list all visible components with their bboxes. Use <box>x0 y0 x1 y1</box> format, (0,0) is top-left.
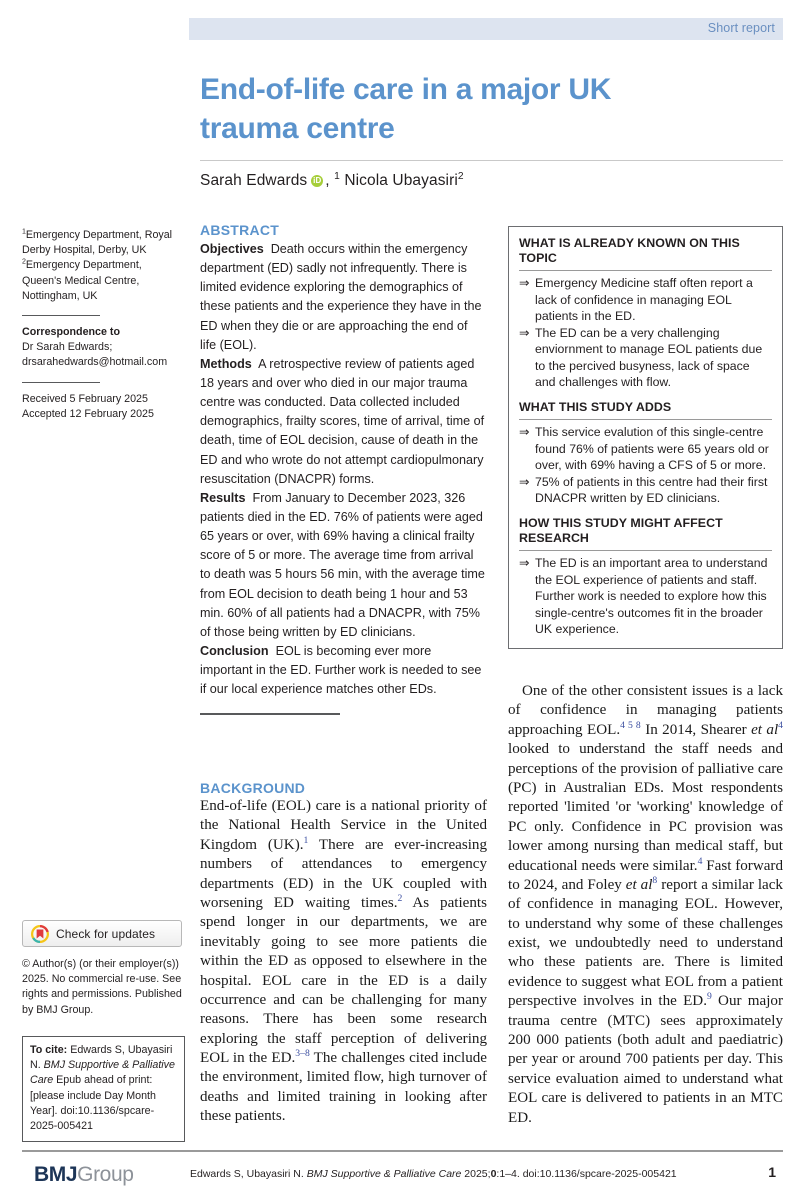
key-points-list-3 <box>519 555 772 638</box>
abstract-conclusion <box>200 642 487 699</box>
footer-citation <box>190 1168 677 1180</box>
bg-text-d: The challenges cited include the environment, limited flow, high turnover of deaths and limited training in looking after these patients. <box>200 1050 487 1125</box>
affiliation-2 <box>22 258 182 304</box>
double-arrow-icon: ⇒ <box>519 425 530 440</box>
key-points-title-3: HOW THIS STUDY MIGHT AFFECT RESEARCH <box>519 515 723 545</box>
section-label: Short report <box>707 21 775 35</box>
key-point-text: Emergency Medicine staff often report a lack of confidence in managing EOL patients in the ED. <box>535 276 753 324</box>
author-affil-marker-1: 1 <box>334 170 340 182</box>
key-point-text: This service evalution of this single-centre found 76% of patients were 65 years old or over, with 69% having a CFS of 5 or more. <box>535 425 769 473</box>
bmj-group-logo <box>34 1163 134 1187</box>
et-al-2: et al <box>625 876 653 893</box>
abstract-methods-label: Methods <box>200 356 252 371</box>
to-cite-label: To cite: <box>30 1044 68 1056</box>
correspondence-heading: Correspondence to <box>22 325 120 338</box>
list-item <box>519 474 772 507</box>
correspondence-email[interactable]: drsarahedwards@hotmail.com <box>22 356 168 369</box>
footer-citation-journal: BMJ Supportive & Palliative Care <box>306 1168 462 1180</box>
abstract-body <box>200 240 487 699</box>
double-arrow-icon: ⇒ <box>519 474 530 489</box>
author-separator: , <box>325 172 335 189</box>
list-item <box>519 325 772 391</box>
footer-divider <box>22 1150 783 1152</box>
abstract-methods-text: A retrospective review of patients aged 18 years and over who died in our major trauma centre was conducted. Data collected included demographics, frailty scores, time of arrival, time of death, time of EOL decision, cause of death in the ED and who wrote do not attempt cardiopulmonary resuscitation (DNACPR) forms. <box>200 356 485 486</box>
body-paragraph <box>508 682 783 1128</box>
copyright-notice: © Author(s) (or their employer(s)) 2025. No commercial re-use. See rights and permissions. Published by BMJ Group. <box>22 958 182 1016</box>
footer-citation-authors: Edwards S, Ubayasiri N. <box>190 1168 307 1180</box>
author-divider <box>200 160 783 161</box>
key-points-rule-3 <box>519 550 772 551</box>
bg-text-c: As patients spend longer in our departments, we are inevitably going to see more patients die within the ED as opposed to elsewhere in the hospital. EOL care in the ED is a daily occurrence and can be challenging for many reasons. There has been some research exploring the staff perception of delivering EOL in the ED. <box>200 894 487 1067</box>
accepted-date: Accepted 12 February 2025 <box>22 407 154 420</box>
footer-citation-year: 2025; <box>461 1168 491 1180</box>
footer-citation-doi: :1–4. doi:10.1136/spcare-2025-005421 <box>496 1168 677 1180</box>
received-date: Received 5 February 2025 <box>22 392 148 405</box>
correspondence-name: Dr Sarah Edwards; <box>22 341 113 354</box>
key-points-title-2: WHAT THIS STUDY ADDS <box>519 399 672 414</box>
page-number: 1 <box>768 1164 776 1180</box>
key-points-rule-2 <box>519 419 772 420</box>
to-cite-box <box>22 1036 185 1142</box>
abstract-results-text: From January to December 2023, 326 patients died in the ED. 76% of patients were aged 65 years or over, with 69% having a clinical frailty score of 5 or more. The average time from arrival to death was 5 hours 56 min, with the average time from EOL decision to death being 1 hour and 53 min. 60% of all patients had a DNACPR, with 75% of those being written by ED clinicians. <box>200 490 485 639</box>
key-point-text: The ED is an important area to understand the EOL experience of patients and staff. Further work is needed to explore how this single-centre's outcomes fit in the broader UK experience. <box>535 556 768 637</box>
crossmark-icon <box>31 925 49 943</box>
list-item <box>519 424 772 474</box>
double-arrow-icon: ⇒ <box>519 276 530 291</box>
reference-9[interactable]: 9 <box>706 991 712 1003</box>
check-for-updates-label: Check for updates <box>56 926 156 941</box>
key-point-text: 75% of patients in this centre had their first DNACPR written by ED clinicians. <box>535 474 768 506</box>
abstract-objectives-label: Objectives <box>200 242 264 256</box>
rb-text-a: One of the other consistent issues is a lack of confidence in managing patients approaching EOL. <box>508 683 783 738</box>
background-body <box>200 797 487 1127</box>
affiliation-1-text: Emergency Department, Royal Derby Hospital, Derby, UK <box>22 229 173 257</box>
bmj-logo-light: Group <box>77 1163 134 1186</box>
abstract-results-label: Results <box>200 490 246 505</box>
et-al-1: et al <box>751 721 779 738</box>
bg-text-a: End-of-life (EOL) care is a national priority of the National Health Service in the United Kingdom (UK). <box>200 798 487 853</box>
reference-2[interactable]: 2 <box>397 892 403 904</box>
reference-4a[interactable]: 4 <box>778 719 783 731</box>
abstract-conclusion-text: EOL is becoming ever more important in the ED. Further work is needed to see if our local experience matches other EDs. <box>200 643 482 697</box>
rb-text-b: In 2014, Shearer <box>640 721 752 738</box>
key-points-list-1 <box>519 275 772 391</box>
author-affil-marker-2: 2 <box>457 170 464 182</box>
list-item <box>519 275 772 325</box>
abstract-results <box>200 489 487 642</box>
rb-text-e: report a similar lack of confidence in managing EOL. However, to understand why some of these challenges exist, we undoubtedly need to understand who these patients are. There is limited evidence to suggest what EOL from a patient perspective involves in the ED. <box>508 876 783 1010</box>
rb-text-c: looked to understand the staff needs and perceptions of the provision of palliative care (PC) in Australian EDs. Most respondents reported 'limited 'or 'working' knowledge of PC only. Confidence in PC provision was lower among nursing than medical staff, but educational needs were similar. <box>508 741 783 874</box>
author-name-1: Sarah Edwards <box>200 172 308 189</box>
key-points-title-1: WHAT IS ALREADY KNOWN ON THIS TOPIC <box>519 236 740 266</box>
bg-text-b: There are ever-increasing numbers of attendances to emergency departments (ED) in the UK coupled with worsening ED waiting times. <box>200 836 487 911</box>
intro-continuation <box>508 682 783 1128</box>
affiliation-2-text: Emergency Department, Queen's Medical Centre, Nottingham, UK <box>22 259 142 302</box>
affiliation-1 <box>22 228 182 258</box>
right-column-body <box>508 682 783 1128</box>
abstract-divider <box>200 713 340 715</box>
abstract-column <box>200 222 487 715</box>
gutter-column <box>22 228 182 422</box>
key-points-spacer-1 <box>519 391 772 400</box>
list-item <box>519 555 772 638</box>
abstract-conclusion-label: Conclusion <box>200 643 269 658</box>
to-cite-journal: BMJ Supportive & Palliative Care <box>30 1059 175 1087</box>
rb-text-f: Our major trauma centre (MTC) sees approximately 200 000 patients (both adult and paediatric) per year or around 700 patients per day. This service evaluation aimed to understand what EOL care is delivered to patients in an MTC ED. <box>508 993 783 1126</box>
abstract-objectives <box>200 240 487 355</box>
check-for-updates-button[interactable] <box>22 920 182 947</box>
reference-4-5-8[interactable]: 4 5 8 <box>620 719 641 731</box>
gutter-divider-1 <box>22 315 100 316</box>
rb-text-d: Fast forward to 2024, and Foley <box>508 857 783 893</box>
to-cite-text-2: Epub ahead of print: [please include Day Month Year]. doi:10.1136/spcare-2025-005421 <box>30 1074 156 1132</box>
bmj-logo-bold: BMJ <box>34 1163 78 1186</box>
header-band <box>189 18 783 40</box>
affiliation-1-marker: 1 <box>22 228 26 236</box>
reference-1[interactable]: 1 <box>303 834 309 846</box>
footer-citation-volume: 0 <box>490 1168 497 1180</box>
double-arrow-icon: ⇒ <box>519 325 530 340</box>
background-heading: BACKGROUND <box>200 780 306 796</box>
reference-8[interactable]: 8 <box>652 874 658 886</box>
abstract-heading: ABSTRACT <box>200 222 279 238</box>
author-name-2: Nicola Ubayasiri <box>344 172 458 189</box>
background-paragraph <box>200 797 487 1127</box>
key-points-rule-1 <box>519 270 772 271</box>
key-point-text: The ED can be a very challenging enviornment to manage EOL patients due to the percived busyness, lack of space and challenges with flow. <box>535 325 763 390</box>
reference-3-8[interactable]: 3–8 <box>295 1048 310 1060</box>
key-points-list-2 <box>519 424 772 507</box>
key-points-spacer-2 <box>519 507 772 516</box>
double-arrow-icon: ⇒ <box>519 556 530 570</box>
author-list <box>200 172 760 190</box>
abstract-objectives-text: Death occurs within the emergency department (ED) sadly not infrequently. There is limited evidence exploring the demographics of these patients and the experience they have in the ED when they die or are approaching the end of life (EOL). <box>200 242 482 352</box>
abstract-methods <box>200 355 487 489</box>
reference-4b[interactable]: 4 <box>697 855 703 867</box>
orcid-icon[interactable]: iD <box>313 176 322 185</box>
page-title: End-of-life care in a major UK trauma centre <box>200 73 612 146</box>
background-section <box>200 780 487 1127</box>
key-points-box <box>508 226 783 649</box>
affiliation-2-marker: 2 <box>22 258 26 266</box>
to-cite-text-1: Edwards S, Ubayasiri N. <box>30 1044 173 1072</box>
gutter-divider-2 <box>22 382 100 383</box>
